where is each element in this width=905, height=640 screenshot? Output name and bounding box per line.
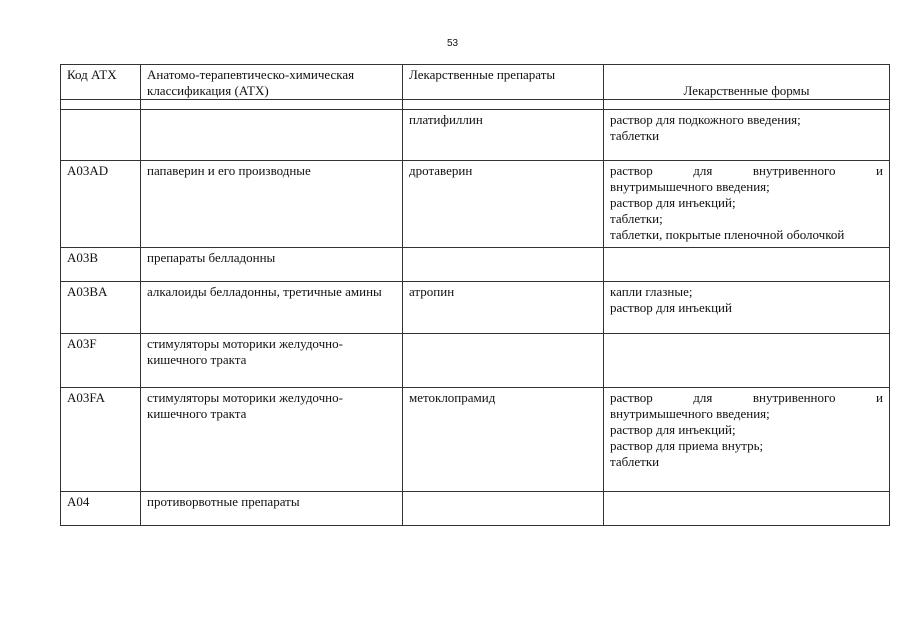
- form-line: раствор для приема внутрь;: [610, 438, 764, 453]
- atc-drug-table: [60, 64, 890, 526]
- cell-code: A04: [61, 492, 141, 526]
- cell-code: A03AD: [61, 161, 141, 248]
- form-line: раствор для инъекций;: [610, 422, 736, 437]
- cell-drug: [403, 334, 604, 388]
- form-line: таблетки, покрытые пленочной оболочкой: [610, 227, 845, 242]
- cell-forms: [604, 110, 890, 161]
- cell-forms: [604, 282, 890, 334]
- table-row: [61, 110, 890, 161]
- header-classification: Анатомо-терапевтическо-химическая классификация (АТХ): [141, 65, 403, 100]
- table-header-row: [61, 65, 890, 100]
- cell-drug: метоклопрамид: [403, 388, 604, 492]
- form-line: таблетки;: [610, 211, 663, 226]
- header-forms: Лекарственные формы: [604, 65, 890, 100]
- form-line: капли глазные;: [610, 284, 693, 299]
- cell-classification: папаверин и его производные: [141, 161, 403, 248]
- form-line: раствор для внутривенного и: [610, 163, 883, 178]
- cell-forms: [604, 161, 890, 248]
- form-line: раствор для инъекций: [610, 300, 732, 315]
- cell-forms: [604, 334, 890, 388]
- table-body: [61, 110, 890, 526]
- header-code: Код АТХ: [61, 65, 141, 100]
- cell-code: A03B: [61, 248, 141, 282]
- form-line: внутримышечного введения;: [610, 406, 770, 421]
- table-row: [61, 388, 890, 492]
- cell-classification: алкалоиды белладонны, третичные амины: [141, 282, 403, 334]
- cell-drug: платифиллин: [403, 110, 604, 161]
- cell-code: A03F: [61, 334, 141, 388]
- cell-code: A03FA: [61, 388, 141, 492]
- form-line: таблетки: [610, 454, 660, 469]
- cell-classification: препараты белладонны: [141, 248, 403, 282]
- cell-classification: противорвотные препараты: [141, 492, 403, 526]
- form-line: внутримышечного введения;: [610, 179, 770, 194]
- cell-code: A03BA: [61, 282, 141, 334]
- table-row: [61, 282, 890, 334]
- cell-drug: [403, 248, 604, 282]
- cell-classification: [141, 110, 403, 161]
- cell-drug: атропин: [403, 282, 604, 334]
- cell-classification: стимуляторы моторики желудочно-кишечного тракта: [141, 334, 403, 388]
- form-line: таблетки: [610, 128, 660, 143]
- form-line: раствор для инъекций;: [610, 195, 736, 210]
- header-spacer-row: [61, 100, 890, 110]
- cell-forms: [604, 248, 890, 282]
- table-row: [61, 492, 890, 526]
- cell-code: [61, 110, 141, 161]
- cell-forms: [604, 388, 890, 492]
- cell-forms: [604, 492, 890, 526]
- cell-drug: дротаверин: [403, 161, 604, 248]
- table-row: [61, 334, 890, 388]
- cell-drug: [403, 492, 604, 526]
- page-number: 53: [446, 38, 459, 49]
- form-line: раствор для подкожного введения;: [610, 112, 801, 127]
- form-line: раствор для внутривенного и: [610, 390, 883, 405]
- table-row: [61, 248, 890, 282]
- header-drugs: Лекарственные препараты: [403, 65, 604, 100]
- cell-classification: стимуляторы моторики желудочно-кишечного тракта: [141, 388, 403, 492]
- table-row: [61, 161, 890, 248]
